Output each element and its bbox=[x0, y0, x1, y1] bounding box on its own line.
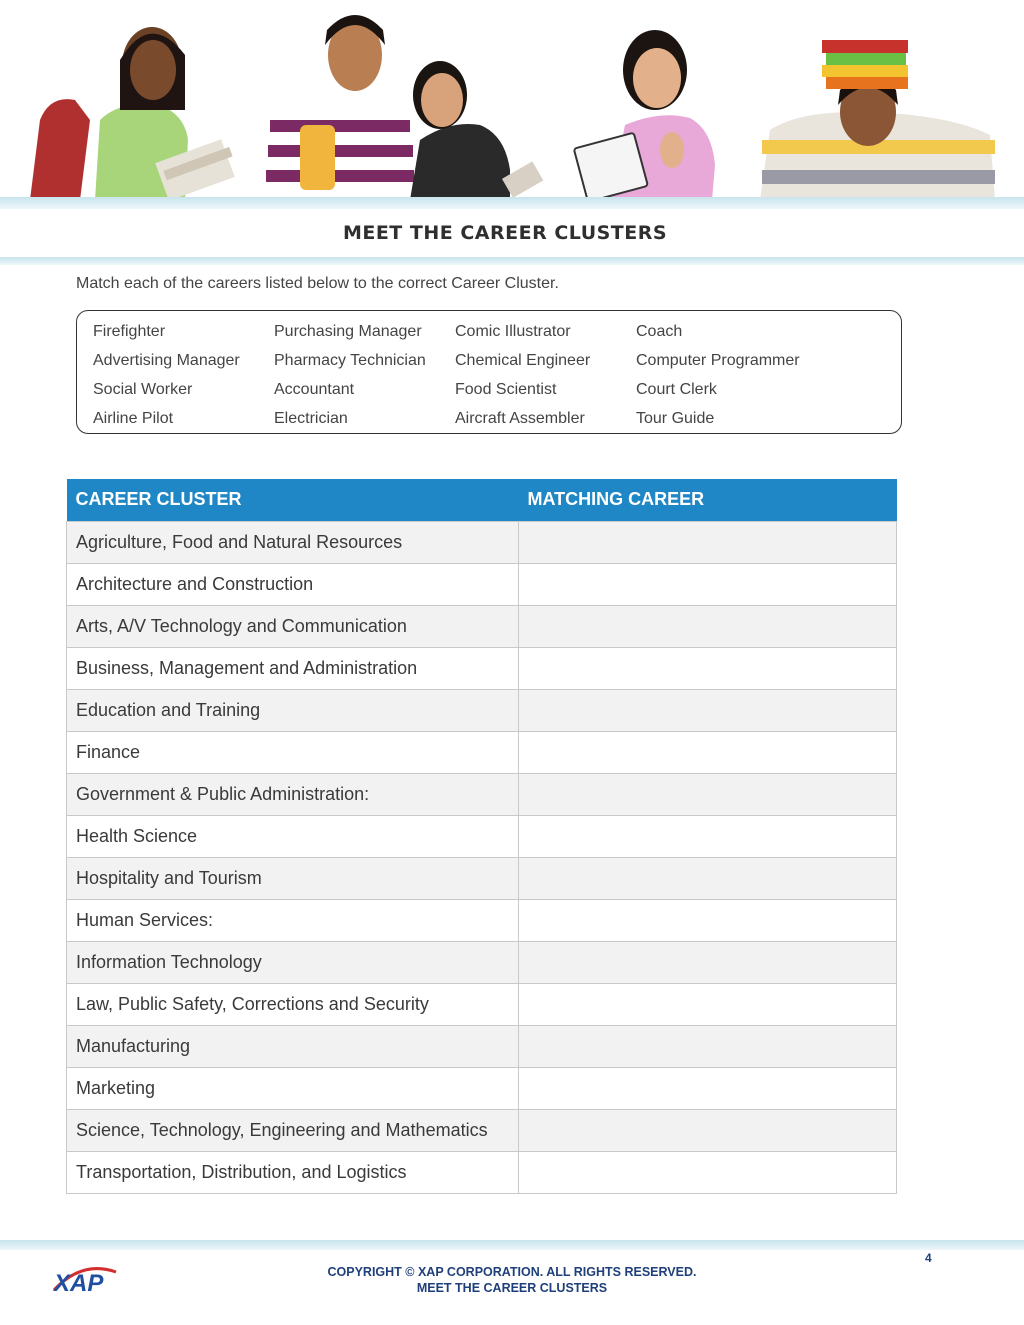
career-item: Chemical Engineer bbox=[455, 352, 591, 369]
footer-band bbox=[0, 1240, 1024, 1250]
column-header-cluster: CAREER CLUSTER bbox=[67, 479, 519, 521]
matching-career-cell[interactable] bbox=[519, 1067, 897, 1109]
careers-list-box bbox=[76, 310, 902, 434]
table-row bbox=[67, 563, 897, 605]
matching-career-cell[interactable] bbox=[519, 1151, 897, 1193]
matching-career-cell[interactable] bbox=[519, 1109, 897, 1151]
table-row bbox=[67, 1109, 897, 1151]
career-item: Purchasing Manager bbox=[274, 323, 422, 340]
cluster-name: Education and Training bbox=[67, 689, 519, 731]
cluster-name: Health Science bbox=[67, 815, 519, 857]
career-item: Coach bbox=[636, 323, 683, 340]
career-item: Tour Guide bbox=[636, 410, 715, 427]
matching-career-cell[interactable] bbox=[519, 605, 897, 647]
cluster-name: Information Technology bbox=[67, 941, 519, 983]
student-figure bbox=[30, 27, 235, 200]
table-row bbox=[67, 941, 897, 983]
table-row bbox=[67, 899, 897, 941]
cluster-name: Agriculture, Food and Natural Resources bbox=[67, 521, 519, 563]
careers-column bbox=[274, 321, 426, 437]
cluster-name: Business, Management and Administration bbox=[67, 647, 519, 689]
matching-career-cell[interactable] bbox=[519, 731, 897, 773]
table-row bbox=[67, 689, 897, 731]
cluster-name: Finance bbox=[67, 731, 519, 773]
table-row bbox=[67, 815, 897, 857]
table-row bbox=[67, 1151, 897, 1193]
matching-career-cell[interactable] bbox=[519, 857, 897, 899]
logo-text: XAP bbox=[54, 1270, 104, 1294]
instruction-text: Match each of the careers listed below to the correct Career Cluster. bbox=[76, 275, 559, 292]
footer-subtitle: MEET THE CAREER CLUSTERS bbox=[416, 1281, 608, 1295]
matching-career-cell[interactable] bbox=[519, 941, 897, 983]
table-row bbox=[67, 773, 897, 815]
page-number: 4 bbox=[925, 1251, 932, 1265]
column-header-matching-career: MATCHING CAREER bbox=[519, 479, 897, 521]
cluster-name: Transportation, Distribution, and Logistics bbox=[67, 1151, 519, 1193]
table-row bbox=[67, 731, 897, 773]
career-item: Electrician bbox=[274, 410, 348, 427]
table-row bbox=[67, 521, 897, 563]
matching-career-cell[interactable] bbox=[519, 521, 897, 563]
career-item: Food Scientist bbox=[455, 381, 557, 398]
student-figure bbox=[410, 61, 543, 200]
table-row bbox=[67, 857, 897, 899]
matching-career-cell[interactable] bbox=[519, 1025, 897, 1067]
careers-column bbox=[455, 321, 590, 437]
cluster-name: Arts, A/V Technology and Communication bbox=[67, 605, 519, 647]
table-row bbox=[67, 983, 897, 1025]
career-cluster-table bbox=[66, 479, 897, 1194]
careers-column bbox=[636, 321, 800, 437]
career-item: Pharmacy Technician bbox=[274, 352, 426, 369]
cluster-name: Human Services: bbox=[67, 899, 519, 941]
header-divider bbox=[0, 257, 1024, 265]
header-band bbox=[0, 197, 1024, 209]
cluster-name: Marketing bbox=[67, 1067, 519, 1109]
cluster-name: Law, Public Safety, Corrections and Security bbox=[67, 983, 519, 1025]
table-row bbox=[67, 647, 897, 689]
cluster-name: Architecture and Construction bbox=[67, 563, 519, 605]
matching-career-cell[interactable] bbox=[519, 773, 897, 815]
cluster-name: Science, Technology, Engineering and Mathematics bbox=[67, 1109, 519, 1151]
career-item: Computer Programmer bbox=[636, 352, 800, 369]
matching-career-cell[interactable] bbox=[519, 983, 897, 1025]
cluster-name: Hospitality and Tourism bbox=[67, 857, 519, 899]
table-row bbox=[67, 1025, 897, 1067]
career-item: Airline Pilot bbox=[93, 410, 174, 427]
career-item: Advertising Manager bbox=[93, 352, 240, 369]
hero-banner bbox=[0, 0, 1024, 200]
career-item: Accountant bbox=[274, 381, 355, 398]
cluster-name: Manufacturing bbox=[67, 1025, 519, 1067]
copyright-line: COPYRIGHT © XAP CORPORATION. ALL RIGHTS RESERVED. bbox=[327, 1265, 697, 1279]
matching-career-cell[interactable] bbox=[519, 563, 897, 605]
career-item: Social Worker bbox=[93, 381, 193, 398]
matching-career-cell[interactable] bbox=[519, 899, 897, 941]
student-figure bbox=[265, 15, 415, 200]
career-item: Firefighter bbox=[93, 323, 166, 340]
students-photo-icon bbox=[0, 0, 1024, 200]
table-row bbox=[67, 605, 897, 647]
cluster-name: Government & Public Administration: bbox=[67, 773, 519, 815]
matching-career-cell[interactable] bbox=[519, 689, 897, 731]
matching-career-cell[interactable] bbox=[519, 647, 897, 689]
footer-text bbox=[0, 1264, 1024, 1296]
table-row bbox=[67, 1067, 897, 1109]
career-item: Comic Illustrator bbox=[455, 323, 571, 340]
student-figure bbox=[760, 40, 995, 200]
page-title: MEET THE CAREER CLUSTERS bbox=[342, 222, 668, 244]
table-header-row bbox=[67, 479, 897, 521]
careers-column bbox=[93, 321, 240, 437]
career-item: Aircraft Assembler bbox=[455, 410, 585, 427]
student-figure bbox=[574, 30, 715, 200]
career-item: Court Clerk bbox=[636, 381, 717, 398]
matching-career-cell[interactable] bbox=[519, 815, 897, 857]
